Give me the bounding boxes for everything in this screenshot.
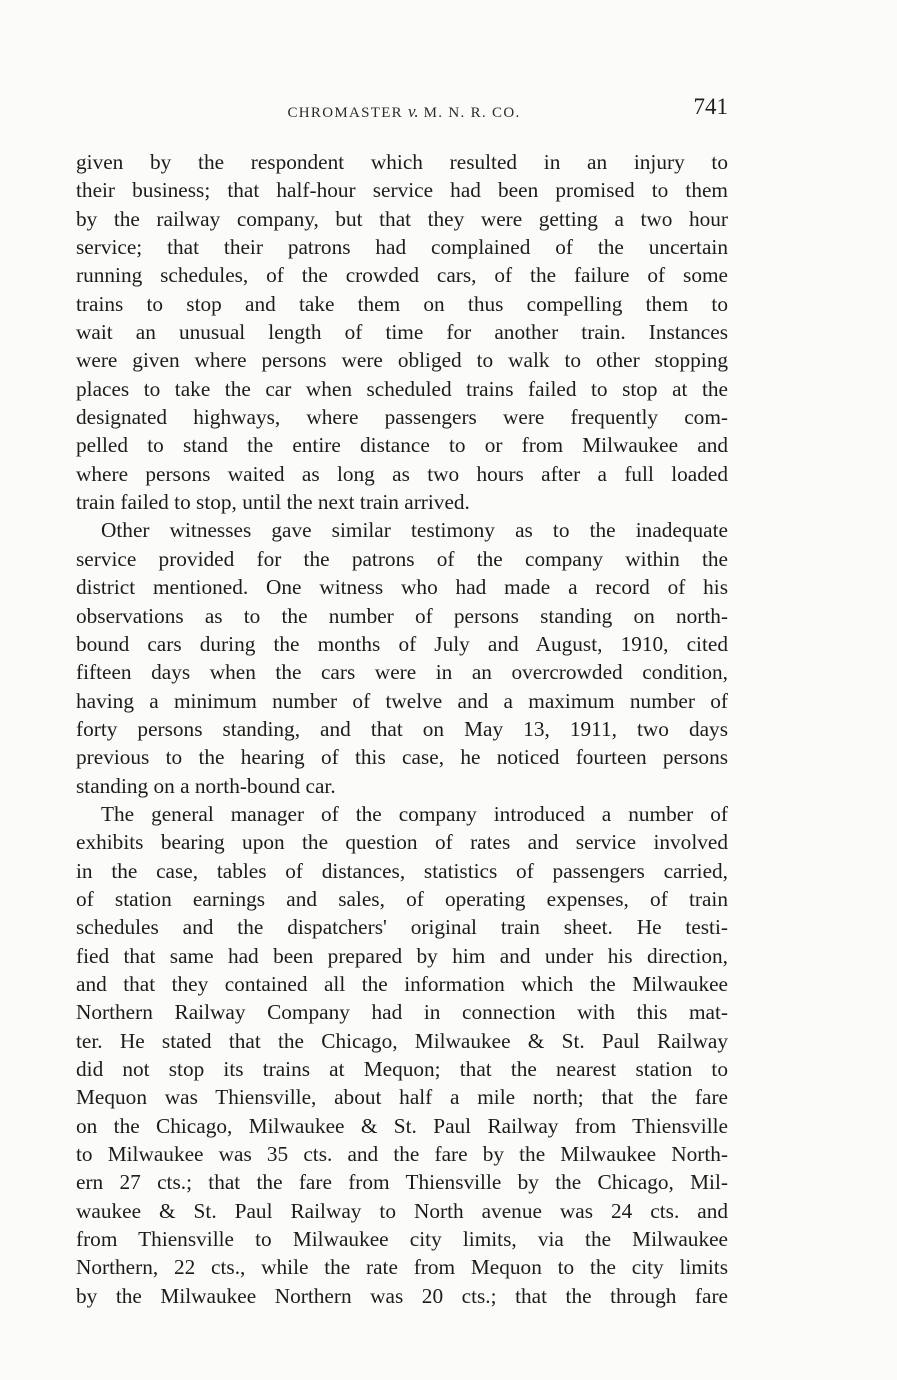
text-line: wait an unusual length of time for another train. Instances <box>76 320 728 345</box>
text-line: trains to stop and take them on thus compelling them to <box>76 291 728 316</box>
text-line: train failed to stop, until the next train arrived. <box>76 490 470 515</box>
running-title-left: CHROMASTER <box>287 105 403 121</box>
text-line: waukee & St. Paul Railway to North avenue was 24 cts. and <box>76 1198 728 1223</box>
text-line: service; that their patrons had complained of the uncertain <box>76 235 728 260</box>
text-line: Northern, 22 cts., while the rate from Mequon to the city limits <box>76 1255 728 1280</box>
text-line: in the case, tables of distances, statistics of passengers carried, <box>76 858 728 883</box>
text-line: exhibits bearing upon the question of rates and service involved <box>76 830 728 855</box>
paragraph-3 <box>76 800 728 1310</box>
running-title-right: M. N. R. CO. <box>423 105 521 121</box>
text-line: forty persons standing, and that on May 13, 1911, two days <box>76 716 728 741</box>
text-line: schedules and the dispatchers' original train sheet. He testi- <box>76 915 728 940</box>
text-line: running schedules, of the crowded cars, of the failure of some <box>76 263 728 288</box>
page-number: 741 <box>693 94 728 119</box>
text-line: Northern Railway Company had in connection with this mat- <box>76 1000 728 1025</box>
text-line: service provided for the patrons of the company within the <box>76 546 728 571</box>
body-text <box>76 148 728 1310</box>
text-line: places to take the car when scheduled trains failed to stop at the <box>76 376 728 401</box>
text-line: of station earnings and sales, of operating expenses, of train <box>76 886 728 911</box>
text-line: did not stop its trains at Mequon; that the nearest station to <box>76 1057 728 1081</box>
paragraph-2 <box>76 516 728 799</box>
text-line: where persons waited as long as two hours after a full loaded <box>76 461 728 486</box>
text-line: and that they contained all the information which the Milwaukee <box>76 971 728 996</box>
text-line: by the railway company, but that they were getting a two hour <box>76 206 728 231</box>
text-line: on the Chicago, Milwaukee & St. Paul Railway from Thiensville <box>76 1113 728 1138</box>
text-line: having a minimum number of twelve and a maximum number of <box>76 688 728 713</box>
text-line: previous to the hearing of this case, he noticed fourteen persons <box>76 745 728 770</box>
running-header <box>76 94 732 128</box>
text-line: Mequon was Thiensville, about half a mile north; that the fare <box>76 1085 728 1110</box>
text-line: were given where persons were obliged to walk to other stopping <box>76 348 728 373</box>
text-line: district mentioned. One witness who had made a record of his <box>76 575 728 600</box>
text-line: fifteen days when the cars were in an overcrowded condition, <box>76 660 728 685</box>
text-line: pelled to stand the entire distance to or from Milwaukee and <box>76 433 728 458</box>
running-title <box>76 102 732 122</box>
paragraph-1 <box>76 148 728 516</box>
text-line: designated highways, where passengers were frequently com- <box>76 405 728 430</box>
running-title-versus: v. <box>408 102 419 121</box>
text-line: by the Milwaukee Northern was 20 cts.; that the through fare <box>76 1283 728 1308</box>
text-line: Other witnesses gave similar testimony as to the inadequate <box>101 518 728 543</box>
text-line: observations as to the number of persons standing on north- <box>76 603 728 628</box>
text-line: The general manager of the company introduced a number of <box>101 801 728 826</box>
text-line: bound cars during the months of July and August, 1910, cited <box>76 631 728 656</box>
text-line: given by the respondent which resulted in an injury to <box>76 150 728 174</box>
text-line: from Thiensville to Milwaukee city limits, via the Milwaukee <box>76 1227 728 1252</box>
text-line: their business; that half-hour service had been promised to them <box>76 178 728 203</box>
text-line: fied that same had been prepared by him and under his direction, <box>76 943 728 968</box>
text-line: standing on a north-bound car. <box>76 773 336 798</box>
text-line: to Milwaukee was 35 cts. and the fare by the Milwaukee North- <box>76 1142 728 1167</box>
text-line: ern 27 cts.; that the fare from Thiensville by the Chicago, Mil- <box>76 1170 728 1195</box>
text-line: ter. He stated that the Chicago, Milwaukee & St. Paul Railway <box>76 1028 728 1053</box>
